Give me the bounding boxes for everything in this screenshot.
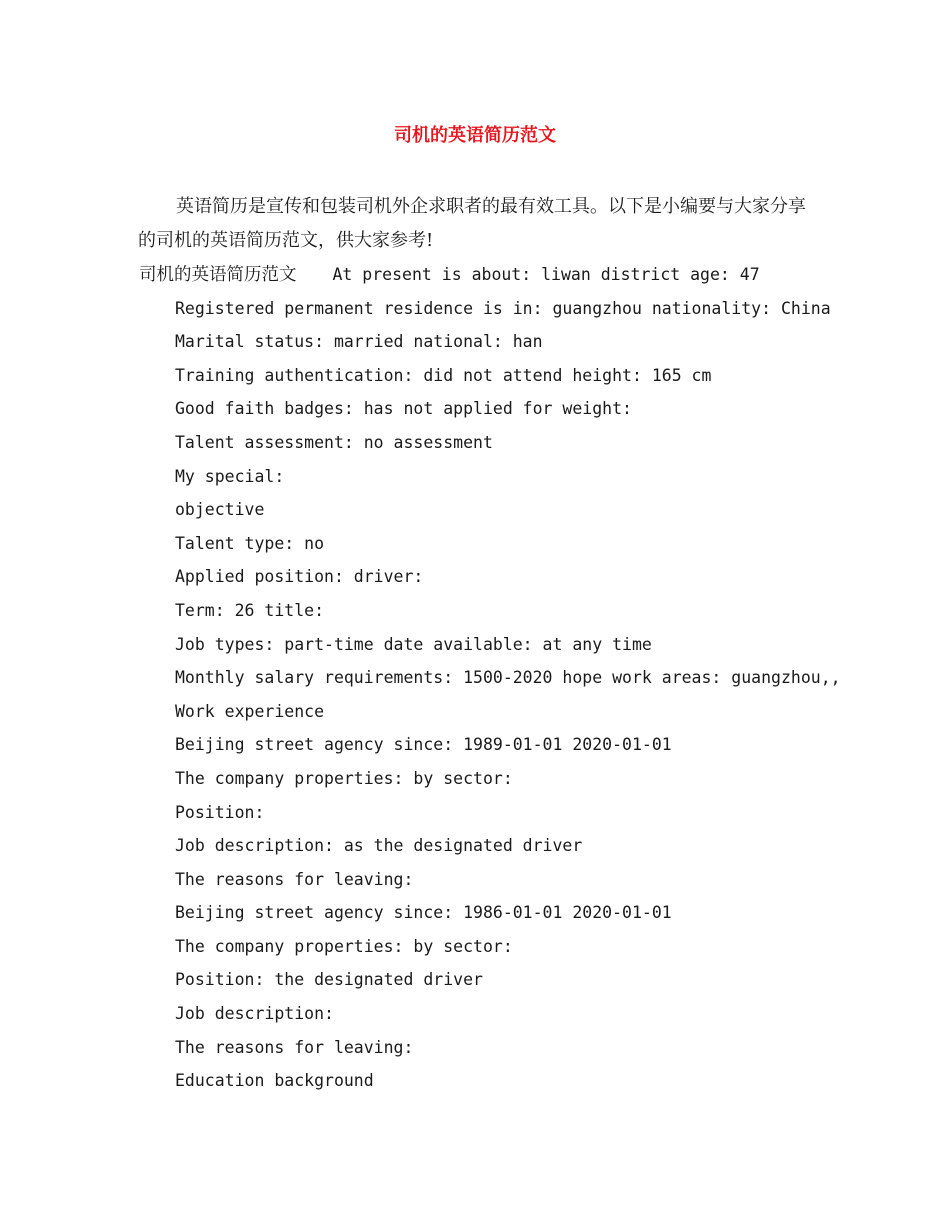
resume-line: Beijing street agency since: 1989-01-01 2020-01-01 — [175, 735, 672, 755]
resume-line: The company properties: by sector: — [175, 768, 513, 788]
resume-line: Registered permanent residence is in: guangzhou nationality: China — [175, 298, 831, 318]
resume-line: Term: 26 title: — [175, 600, 325, 620]
page-title: 司机的英语简历范文 — [394, 125, 556, 146]
resume-line: Training authentication: did not attend height: 165 cm — [175, 365, 712, 385]
resume-line: Applied position: driver: — [175, 567, 424, 587]
resume-line: Marital status: married national: han — [175, 332, 543, 352]
resume-line: Education background — [175, 1071, 374, 1091]
resume-line: Monthly salary requirements: 1500-2020 hope work areas: guangzhou,, — [175, 668, 841, 688]
resume-line: Job types: part-time date available: at any time — [175, 634, 652, 654]
resume-line-first — [0, 258, 950, 292]
resume-heading: 司机的英语简历范文 — [139, 265, 297, 285]
resume-line: Job description: — [175, 1004, 334, 1024]
resume-line: objective — [175, 500, 265, 520]
resume-line: Talent assessment: no assessment — [175, 432, 493, 452]
resume-line: Good faith badges: has not applied for weight: — [175, 399, 632, 419]
resume-line: Beijing street agency since: 1986-01-01 2020-01-01 — [175, 903, 672, 923]
resume-line-text: At present is about: liwan district age: 47 — [332, 265, 760, 284]
resume-line: Position: the designated driver — [175, 970, 483, 990]
resume-line: Work experience — [175, 701, 325, 721]
resume-body — [0, 258, 950, 1098]
resume-line: The company properties: by sector: — [175, 936, 513, 956]
resume-line: The reasons for leaving: — [175, 869, 414, 889]
intro-paragraph: 英语简历是宣传和包装司机外企求职者的最有效工具。以下是小编要与大家分享的司机的英语简历范文，供大家参考! — [138, 196, 806, 251]
resume-line: Job description: as the designated driver — [175, 836, 583, 856]
resume-line: My special: — [175, 466, 285, 486]
resume-line: Position: — [175, 802, 265, 822]
resume-line: The reasons for leaving: — [175, 1037, 414, 1057]
resume-line: Talent type: no — [175, 533, 325, 553]
